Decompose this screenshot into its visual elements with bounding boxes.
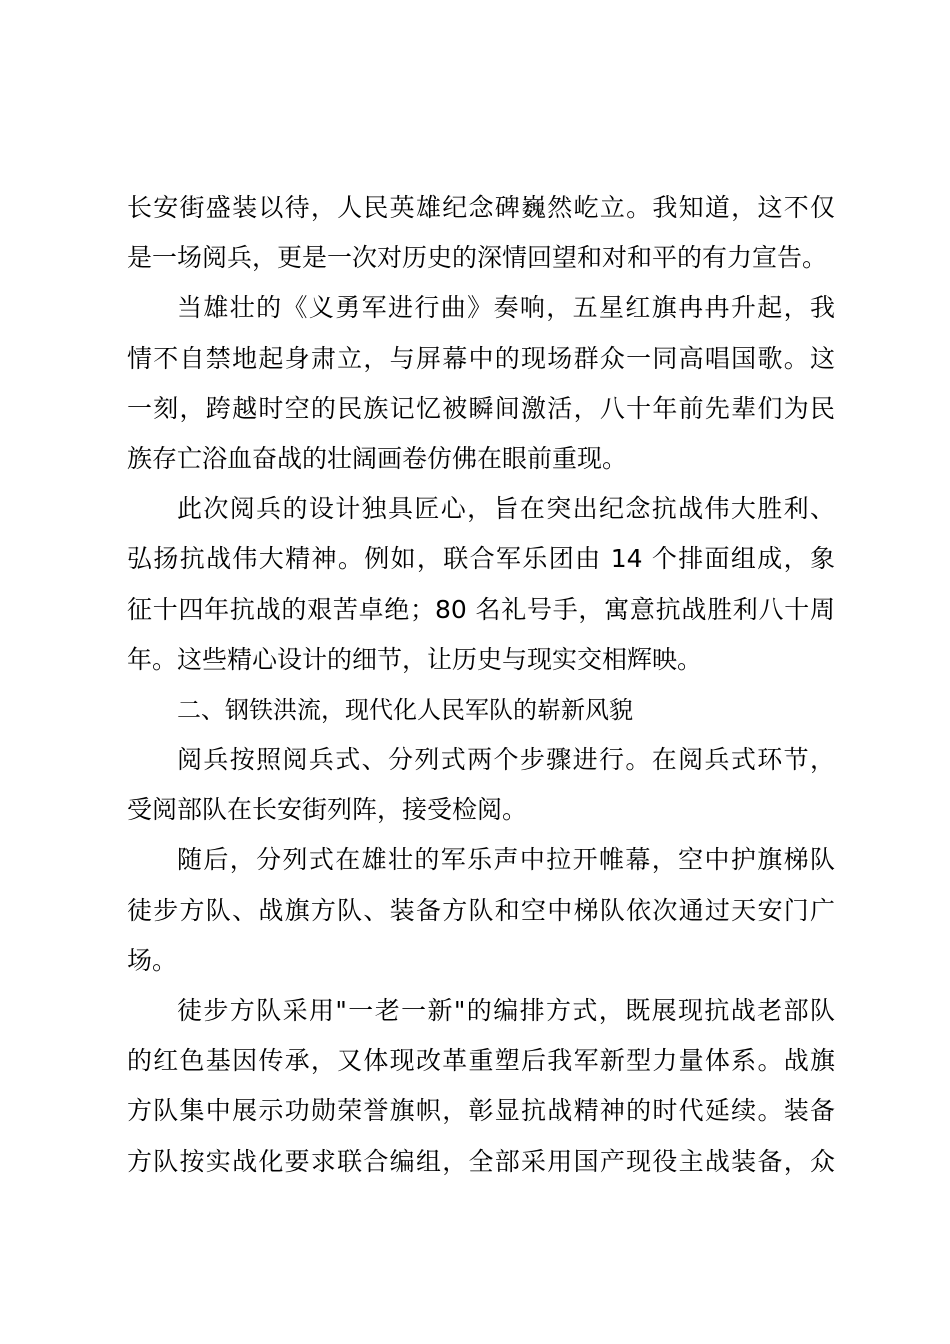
paragraph-line: 方队按实战化要求联合编组，全部采用国产现役主战装备，众: [127, 1146, 835, 1176]
paragraph-line: 长安街盛装以待，人民英雄纪念碑巍然屹立。我知道，这不仅: [127, 193, 835, 222]
paragraph-line: 场。: [127, 945, 178, 975]
paragraph-line: 年。这些精心设计的细节，让历史与现实交相辉映。: [127, 644, 703, 674]
paragraph-line: 是一场阅兵，更是一次对历史的深情回望和对和平的有力宣告。: [127, 243, 828, 273]
paragraph-line: 随后，分列式在雄壮的军乐声中拉开帷幕，空中护旗梯队: [177, 845, 835, 875]
paragraph-6: [127, 986, 835, 1187]
paragraph-2: [127, 283, 835, 484]
paragraph-line: 徒步方队采用"一老一新"的编排方式，既展现抗战老部队: [177, 996, 835, 1025]
paragraph-5: [127, 835, 835, 986]
paragraph-1: [127, 183, 835, 283]
paragraph-line: 弘扬抗战伟大精神。例如，联合军乐团由 14 个排面组成，象: [127, 544, 835, 574]
paragraph-line: 徒步方队、战旗方队、装备方队和空中梯队依次通过天安门广: [127, 895, 835, 925]
paragraph-3: [127, 484, 835, 685]
paragraph-line: 的红色基因传承，又体现改革重塑后我军新型力量体系。战旗: [127, 1046, 835, 1076]
paragraph-line: 征十四年抗战的艰苦卓绝；80 名礼号手，寓意抗战胜利八十周: [127, 594, 835, 624]
section-heading: [127, 685, 835, 735]
paragraph-line: 受阅部队在长安街列阵，接受检阅。: [127, 795, 528, 825]
paragraph-line: 此次阅兵的设计独具匠心，旨在突出纪念抗战伟大胜利、: [177, 494, 835, 524]
paragraph-line: 情不自禁地起身肃立，与屏幕中的现场群众一同高唱国歌。这: [127, 343, 835, 373]
paragraph-4: [127, 735, 835, 835]
section-heading-text: 二、钢铁洪流，现代化人民军队的崭新风貌: [177, 695, 633, 724]
paragraph-line: 当雄壮的《义勇军进行曲》奏响，五星红旗冉冉升起，我: [177, 293, 835, 323]
paragraph-line: 一刻，跨越时空的民族记忆被瞬间激活，八十年前先辈们为民: [127, 393, 835, 423]
paragraph-line: 方队集中展示功勋荣誉旗帜，彰显抗战精神的时代延续。装备: [127, 1096, 835, 1126]
paragraph-line: 阅兵按照阅兵式、分列式两个步骤进行。在阅兵式环节，: [177, 745, 835, 775]
article-body: [127, 183, 835, 1187]
paragraph-line: 族存亡浴血奋战的壮阔画卷仿佛在眼前重现。: [127, 443, 628, 473]
